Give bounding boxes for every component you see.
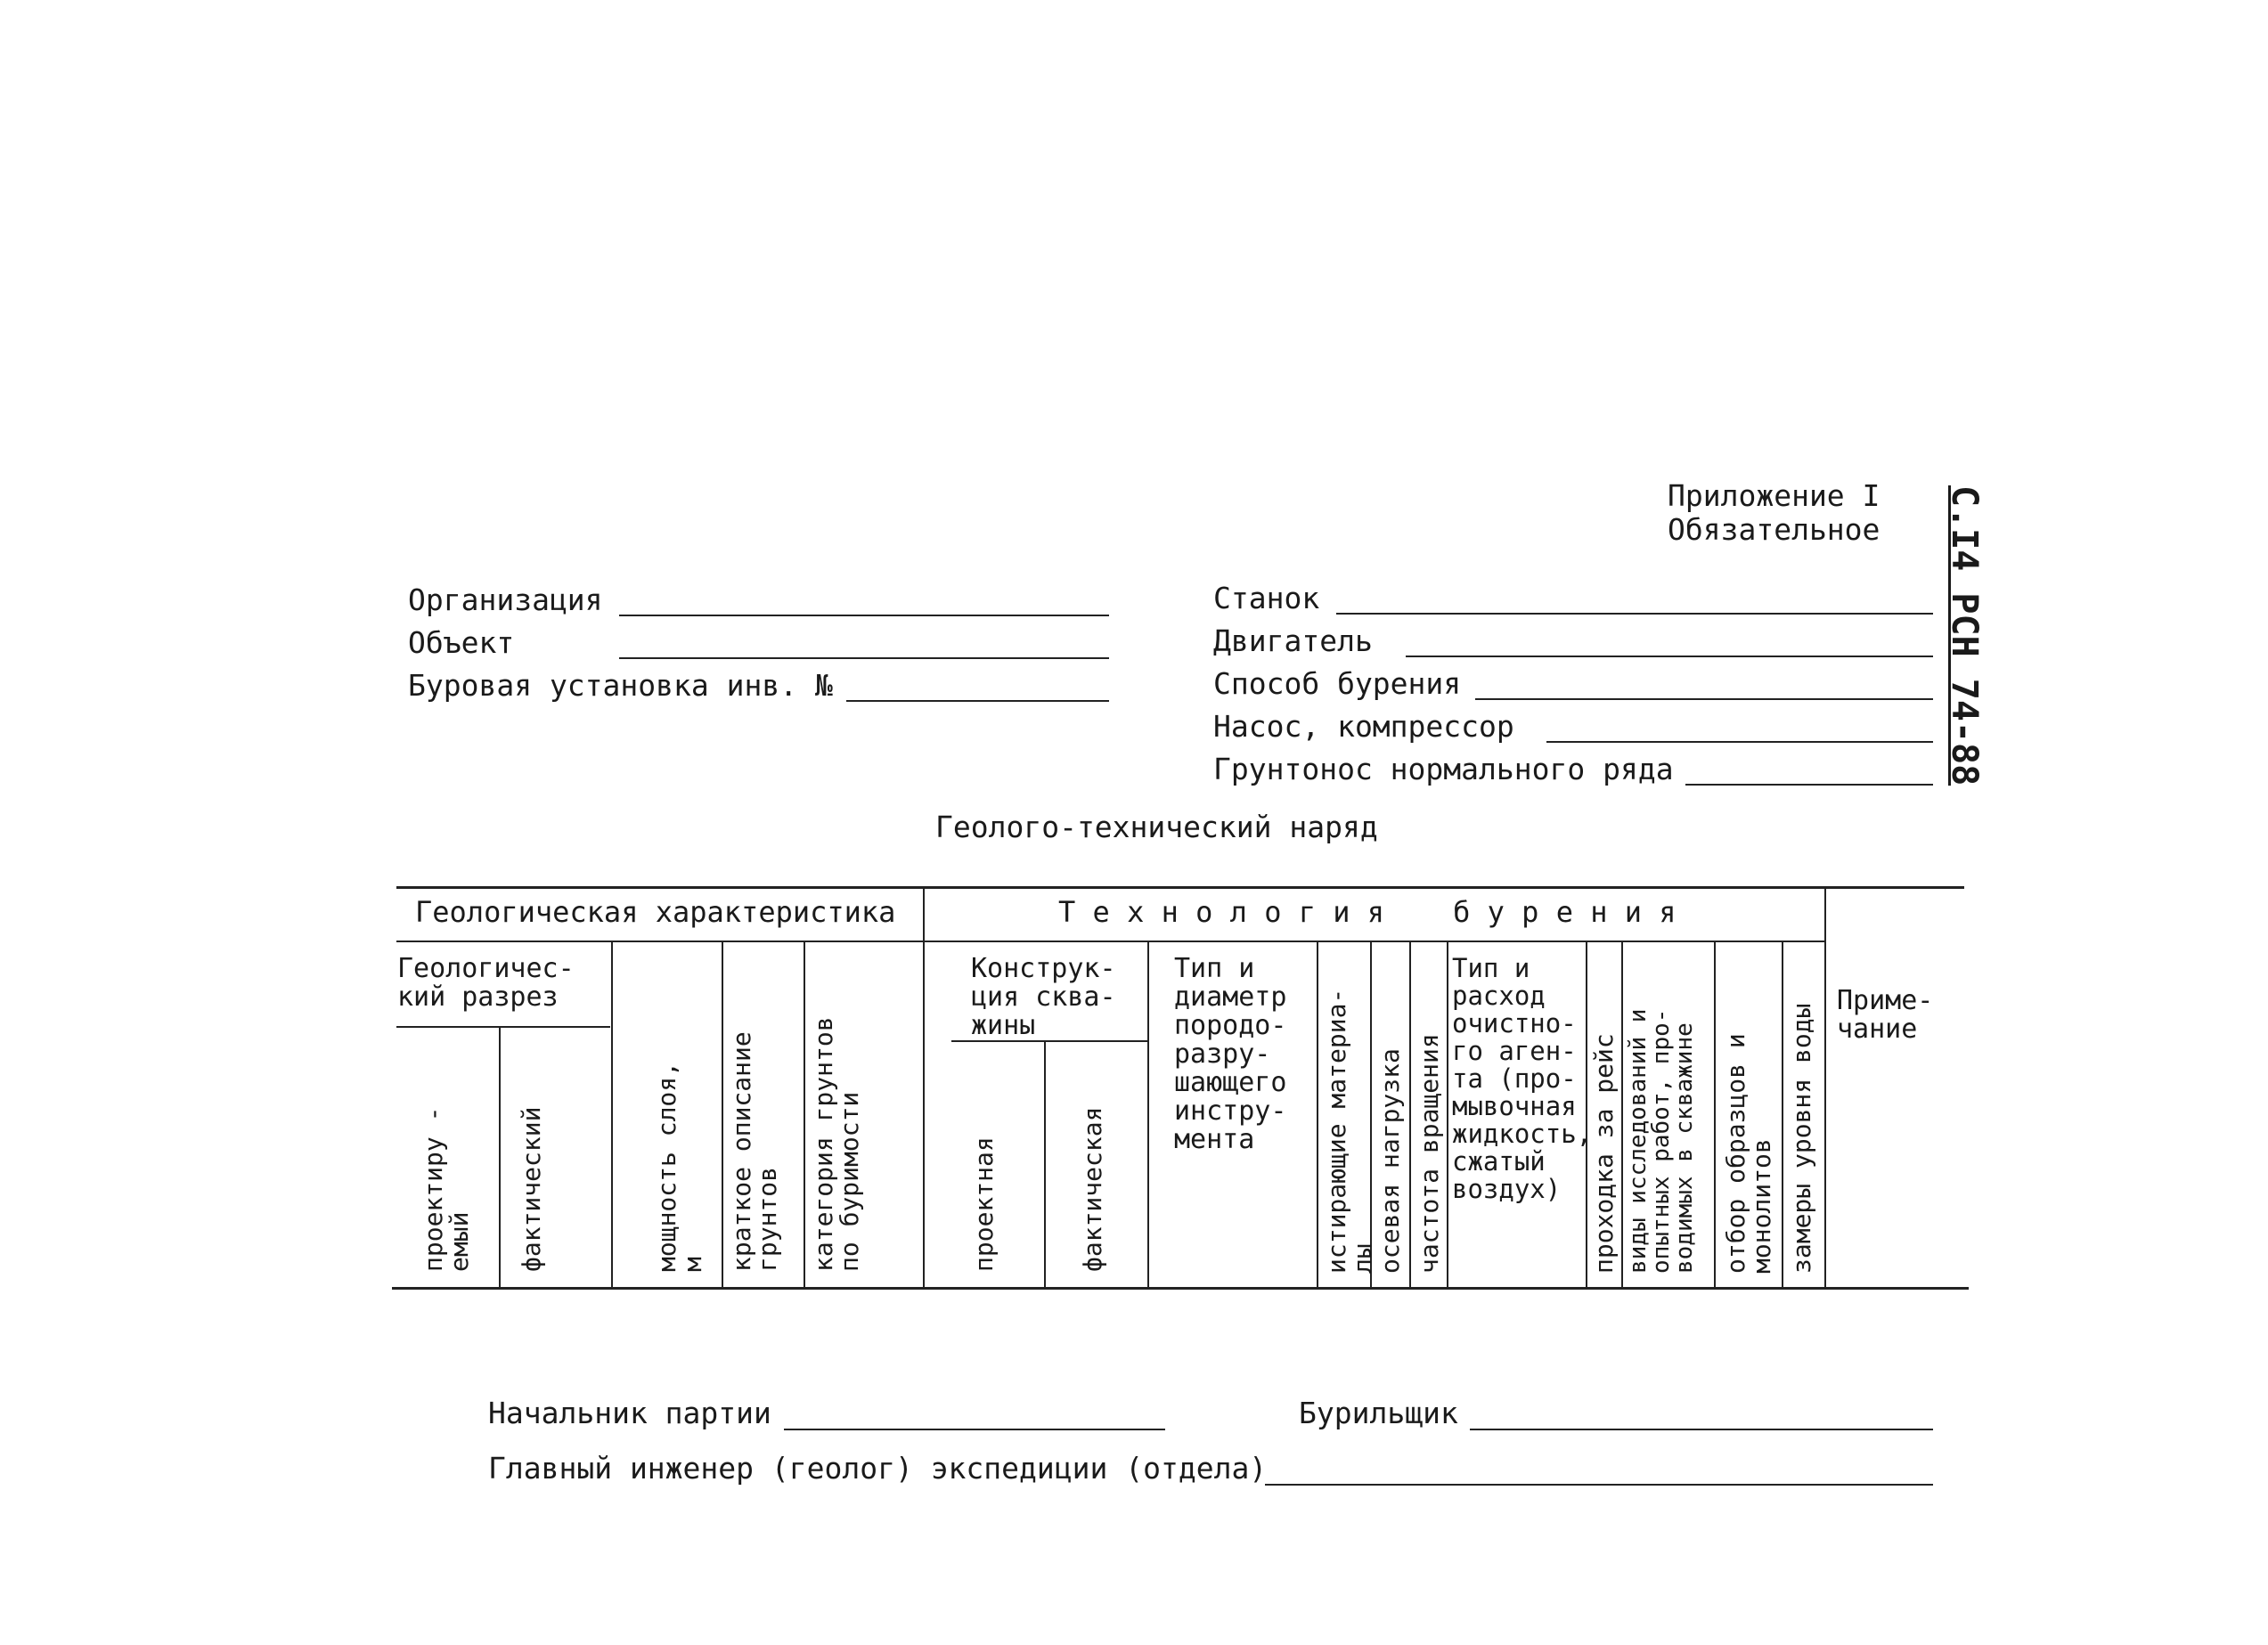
- table-top-line: [396, 886, 1964, 889]
- machine-line[interactable]: [1336, 613, 1933, 615]
- drilling-method-line[interactable]: [1475, 698, 1933, 700]
- field-label-machine: Станок: [1213, 581, 1320, 615]
- field-label-sampler: Грунтонос нормального ряда: [1213, 752, 1674, 786]
- driller-line[interactable]: [1470, 1429, 1933, 1430]
- signature-label-driller: Бурильщик: [1299, 1396, 1458, 1430]
- field-label-organization: Организация: [408, 582, 603, 617]
- agent-header: Тип и расход очистно- го аген- та (про- мывочная жидкость, сжатый воздух): [1452, 953, 1593, 1204]
- field-label-pump: Насос, компрессор: [1213, 709, 1514, 744]
- appendix-status: Обязательное: [1668, 512, 1880, 547]
- geo-section-header: Геологичес- кий разрез: [397, 953, 575, 1013]
- pump-line[interactable]: [1546, 741, 1933, 743]
- field-label-rig: Буровая установка инв. №: [408, 668, 833, 703]
- note-header: Приме- чание: [1837, 985, 1934, 1045]
- sampler-line[interactable]: [1685, 784, 1933, 786]
- appendix-title: Приложение I: [1668, 478, 1880, 513]
- object-line[interactable]: [619, 657, 1109, 659]
- form-title: Геолого-технический наряд: [935, 810, 1378, 844]
- organization-line[interactable]: [619, 615, 1109, 616]
- signature-label-party-chief: Начальник партии: [488, 1396, 771, 1430]
- engine-line[interactable]: [1406, 656, 1933, 657]
- party-chief-line[interactable]: [784, 1429, 1165, 1430]
- signature-label-chief-engineer: Главный инженер (геолог) экспедиции (отдела): [488, 1451, 1268, 1486]
- field-label-drilling-method: Способ бурения: [1213, 666, 1462, 701]
- tool-header: Тип и диаметр породо- разру- шающего инстру- мента: [1174, 953, 1287, 1155]
- field-label-engine: Двигатель: [1213, 623, 1373, 658]
- chief-engineer-line[interactable]: [1265, 1484, 1933, 1486]
- table-bottom-line: [392, 1287, 1969, 1290]
- group-geo-header: Геологическая характеристика: [415, 895, 896, 929]
- rig-number-line[interactable]: [846, 700, 1109, 702]
- construction-header: Конструк- ция сква- жины: [971, 953, 1116, 1041]
- field-label-object: Объект: [408, 625, 515, 660]
- group-tech-header: Т е х н о л о г и я б у р е н и я: [1058, 895, 1677, 929]
- page-code: С.I4 РСН 74-88: [1944, 485, 1985, 786]
- section-subline: [396, 1026, 610, 1028]
